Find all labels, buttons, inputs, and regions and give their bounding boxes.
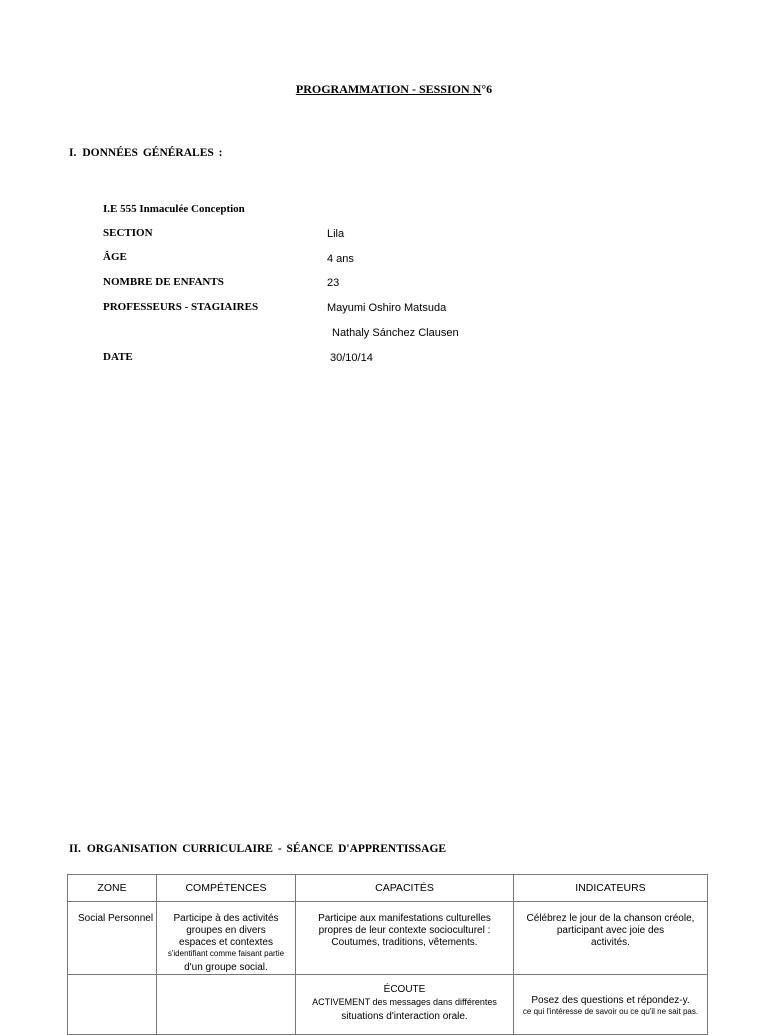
competence-line: groupes en divers: [186, 925, 266, 936]
capacite-line: Participe aux manifestations culturelles: [318, 913, 491, 924]
cell-zone: [68, 902, 157, 975]
cell-capacite: [296, 902, 514, 975]
cell-indicateur: [514, 975, 708, 1035]
section-title: ORGANISATION CURRICULAIRE - SÉANCE D'APPRENTISSAGE: [86, 843, 447, 855]
capacite-line: ACTIVEMENT des messages dans différentes: [312, 997, 497, 1007]
competence-line: Participe à des activités: [173, 913, 279, 924]
indicateur-line: Posez des questions et répondez-y.: [531, 995, 690, 1006]
cell-competence: [157, 902, 296, 975]
value-teacher-1: Mayumi Oshiro Matsuda: [327, 302, 447, 314]
section-heading-curriculum: [69, 843, 446, 855]
header-indicateurs: INDICATEURS: [514, 875, 708, 902]
label-teachers: PROFESSEURS - STAGIAIRES: [103, 301, 259, 313]
header-capacites: CAPACITÉS: [296, 875, 514, 902]
page-title: [0, 82, 768, 97]
curriculum-table: [67, 874, 708, 1035]
label-children: NOMBRE DE ENFANTS: [103, 276, 224, 288]
capacite-line: Coutumes, traditions, vêtements.: [331, 937, 478, 948]
school-name: I.E 555 Inmaculée Conception: [103, 203, 245, 215]
table-row: [68, 902, 708, 975]
label-section: SECTION: [103, 227, 153, 239]
page-title-number: °6: [481, 82, 493, 96]
value-age: 4 ans: [327, 253, 354, 265]
cell-zone: [68, 975, 157, 1035]
section-heading-general: [69, 147, 222, 159]
capacite-line: propres de leur contexte socioculturel :: [318, 925, 491, 936]
header-competences: COMPÉTENCES: [157, 875, 296, 902]
table-row: [68, 975, 708, 1035]
section-title: DONNÉES GÉNÉRALES :: [82, 147, 223, 159]
cell-competence: [157, 975, 296, 1035]
competence-line: s'identifiant comme faisant partie: [167, 949, 285, 958]
label-date: DATE: [103, 351, 133, 363]
indicateur-line: ce qui l'intéresse de savoir ou ce qu'il ne sait pas.: [522, 1007, 699, 1016]
indicateur-line: Célébrez le jour de la chanson créole,: [526, 913, 695, 924]
competence-line: d'un groupe social.: [184, 962, 268, 973]
header-zone: ZONE: [68, 875, 157, 902]
zone-text: Social Personnel: [78, 913, 154, 924]
capacite-line: situations d'interaction orale.: [341, 1011, 468, 1022]
cell-indicateur: [514, 902, 708, 975]
value-children: 23: [327, 277, 340, 289]
value-section: Lila: [327, 228, 345, 240]
value-teacher-2: Nathaly Sánchez Clausen: [332, 327, 459, 339]
capacite-line: ÉCOUTE: [383, 984, 426, 995]
section-number: I.: [69, 147, 77, 159]
section-number: II.: [69, 843, 81, 855]
indicateur-line: activités.: [591, 937, 630, 948]
page-title-main: PROGRAMMATION - SESSION N: [295, 82, 482, 96]
table-header-row: [68, 875, 708, 902]
competence-line: espaces et contextes: [179, 937, 273, 948]
value-date: 30/10/14: [330, 352, 373, 364]
cell-capacite: [296, 975, 514, 1035]
label-age: ÂGE: [103, 251, 127, 263]
indicateur-line: participant avec joie des: [556, 925, 665, 936]
